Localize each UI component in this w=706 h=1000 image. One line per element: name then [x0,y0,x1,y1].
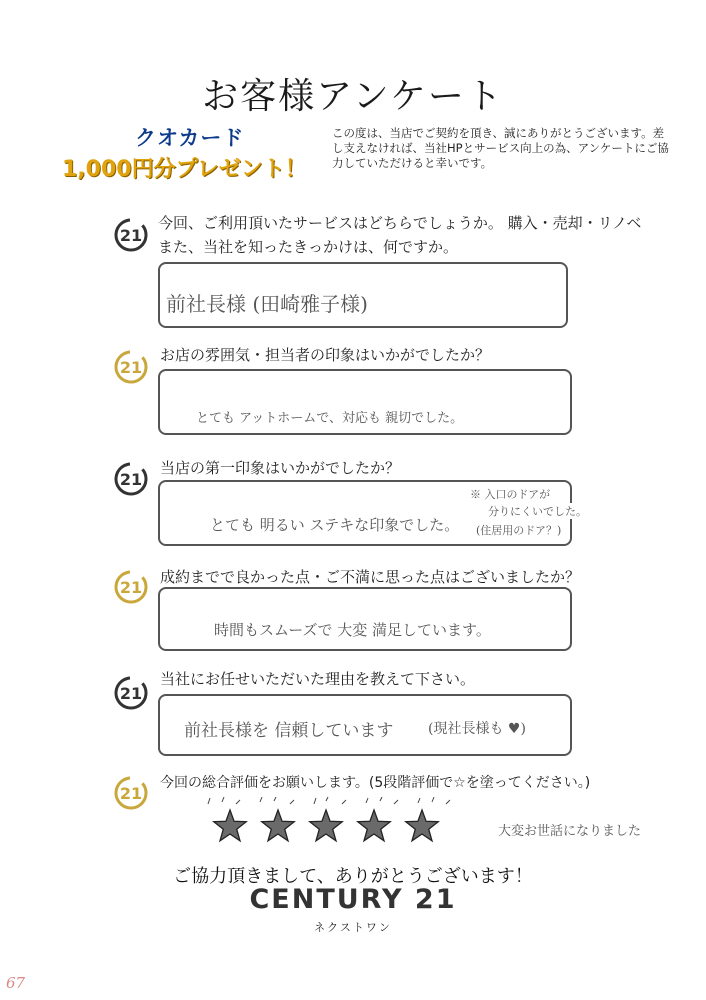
badge-21-label: 21 [119,684,143,703]
answer-3-note-3: (住居用のドア？) [476,524,562,537]
badge-21-label: 21 [119,470,143,489]
question-6-text: 今回の総合評価をお願いします。(5段階評価で☆を塗ってください。) [160,775,591,791]
answer-box-4[interactable] [158,587,572,651]
question-5-text: 当社にお任せいただいた理由を教えて下さい。 [160,670,476,688]
rating-star[interactable] [358,810,390,841]
century21-gold-icon [114,350,148,384]
question-4-text: 成約までで良かった点・ご不満に思った点はございましたか？ [160,568,581,586]
century21-dark-icon [114,462,148,496]
star-rating[interactable] [196,796,456,846]
promo-line-1: クオカード [135,126,245,150]
rating-comment: 大変お世話になりました [498,824,642,839]
promo-line-2: 1,000円分プレゼント！ [62,157,307,182]
answer-2-text: とても アットホームで、対応も 親切でした。 [196,411,464,426]
century21-logo: CENTURY 21 [249,884,457,915]
century21-dark-icon [114,676,148,710]
answer-box-1[interactable] [158,262,568,328]
rating-star[interactable] [214,810,246,841]
sparkle-marks [208,797,450,804]
answer-3-note-2: 分りにくいでした。 [488,505,587,518]
page-title: お客様アンケート [202,76,504,117]
rating-star[interactable] [310,810,342,841]
badge-21-label: 21 [119,784,143,803]
answer-3-text: とても 明るい ステキな印象でした。 [210,516,460,534]
answer-1-text: 前社長様 (田崎雅子様) [166,292,368,316]
page-number: 67 [6,974,26,992]
answer-box-2[interactable] [158,369,572,435]
rating-star[interactable] [406,810,438,841]
answer-4-text: 時間もスムーズで 大変 満足しています。 [214,621,491,639]
question-2-text: お店の雰囲気・担当者の印象はいかがでしたか？ [160,346,491,364]
century21-gold-icon [114,570,148,604]
store-name: ネクストワン [314,921,392,934]
answer-5-text: 前社長様を 信頼しています [184,721,394,741]
intro-text: この度は、当店でご契約を頂き、誠にありがとうございます。差し支えなければ、当社HPとサービス向上の為、アンケートにご協力していただけると幸いです。 [332,126,669,170]
question-1-line-2: また、当社を知ったきっかけは、何ですか。 [158,238,459,256]
answer-box-5[interactable] [158,694,572,756]
answer-5-text-2: (現社長様も ♥) [428,721,526,737]
question-1-line-1: 今回、ご利用頂いたサービスはどちらでしょうか。 購入・売却・リノベ [158,214,642,232]
question-3-text: 当店の第一印象はいかがでしたか？ [160,459,401,477]
century21-gold-icon [114,776,148,810]
rating-star[interactable] [262,810,294,841]
badge-21-label: 21 [119,358,143,377]
thanks-message: ご協力頂きまして、ありがとうございます！ [173,866,533,887]
badge-21-label: 21 [119,226,143,245]
century21-dark-icon [114,218,148,252]
answer-3-note-1: ※ 入口のドアが [470,488,551,501]
badge-21-label: 21 [119,578,143,597]
